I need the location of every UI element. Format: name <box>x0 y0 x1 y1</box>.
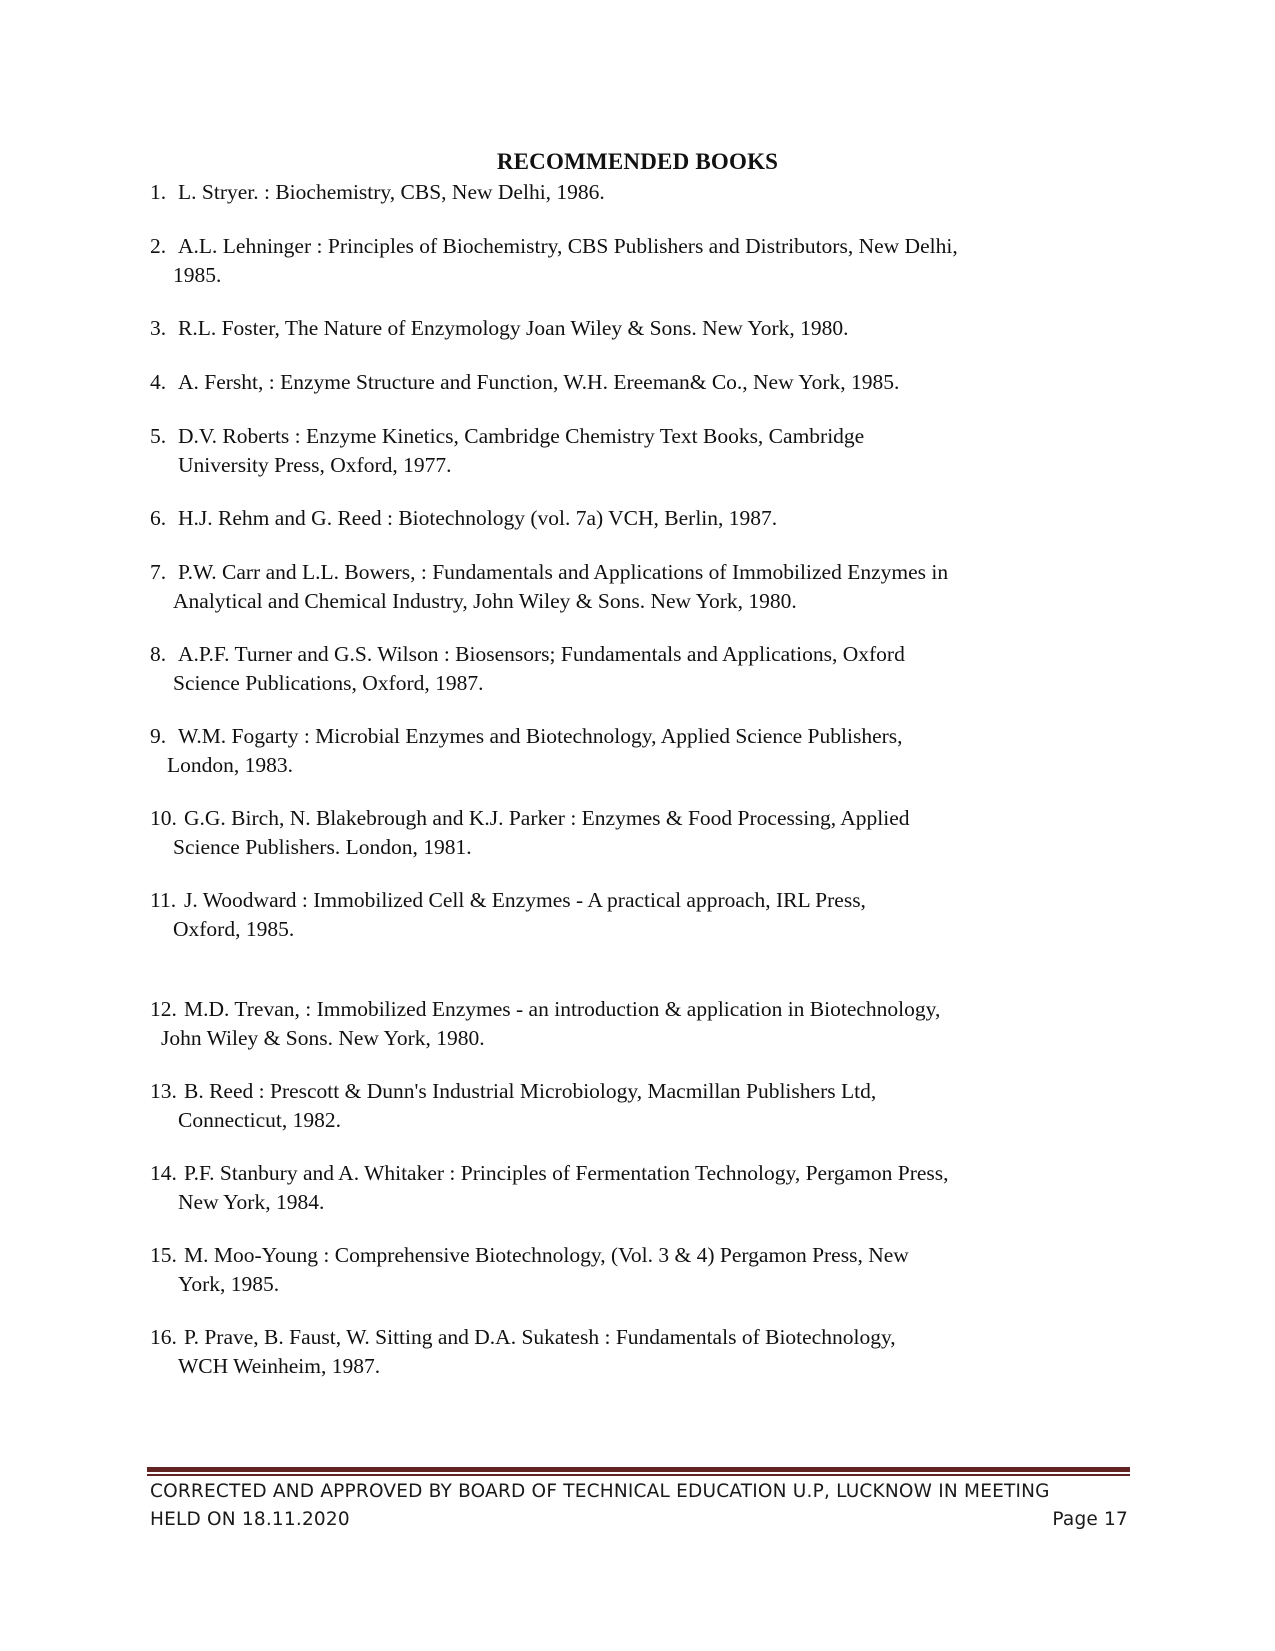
item-text: G.G. Birch, N. Blakebrough and K.J. Parker : Enzymes & Food Processing, Applied <box>184 806 910 830</box>
item-text-continued: Analytical and Chemical Industry, John Wiley & Sons. New York, 1980. <box>173 588 797 613</box>
list-item <box>150 314 1130 343</box>
item-text: A.L. Lehninger : Principles of Biochemistry, CBS Publishers and Distributors, New Delhi, <box>178 234 958 258</box>
item-text: M. Moo-Young : Comprehensive Biotechnology, (Vol. 3 & 4) Pergamon Press, New <box>184 1243 909 1267</box>
item-number: 11. <box>150 888 177 912</box>
item-text: P.W. Carr and L.L. Bowers, : Fundamentals and Applications of Immobilized Enzymes in <box>178 560 949 584</box>
list-item <box>150 640 1130 697</box>
list-item <box>150 1077 1130 1134</box>
item-number: 3. <box>150 316 167 340</box>
item-number: 15. <box>150 1243 177 1267</box>
list-item <box>150 504 1130 533</box>
item-number: 12. <box>150 997 177 1021</box>
page-title: RECOMMENDED BOOKS <box>496 149 779 174</box>
item-text-continued: University Press, Oxford, 1977. <box>178 452 452 477</box>
item-number: 14. <box>150 1161 177 1185</box>
footer-approval-line: CORRECTED AND APPROVED BY BOARD OF TECHNICAL EDUCATION U.P, LUCKNOW IN MEETING <box>150 1481 1050 1502</box>
list-item <box>150 558 1130 615</box>
item-number: 10. <box>150 806 177 830</box>
list-item <box>150 722 1130 779</box>
item-text: R.L. Foster, The Nature of Enzymology Joan Wiley & Sons. New York, 1980. <box>178 316 849 340</box>
item-text: W.M. Fogarty : Microbial Enzymes and Biotechnology, Applied Science Publishers, <box>178 724 903 748</box>
page-number: Page 17 <box>1052 1509 1128 1530</box>
item-text: J. Woodward : Immobilized Cell & Enzymes - A practical approach, IRL Press, <box>184 888 866 912</box>
list-item <box>150 422 1130 479</box>
item-text-continued: Connecticut, 1982. <box>178 1107 342 1132</box>
item-text: L. Stryer. : Biochemistry, CBS, New Delhi, 1986. <box>178 180 605 204</box>
item-text: H.J. Rehm and G. Reed : Biotechnology (vol. 7a) VCH, Berlin, 1987. <box>178 506 778 530</box>
item-text: A.P.F. Turner and G.S. Wilson : Biosensors; Fundamentals and Applications, Oxford <box>178 642 905 666</box>
list-item <box>150 804 1130 861</box>
list-item <box>150 995 1130 1052</box>
item-text: P.F. Stanbury and A. Whitaker : Principles of Fermentation Technology, Pergamon Press, <box>184 1161 949 1185</box>
item-number: 4. <box>150 370 167 394</box>
item-number: 16. <box>150 1325 177 1349</box>
item-text-continued: Oxford, 1985. <box>173 916 295 941</box>
list-item <box>150 886 1130 943</box>
item-number: 1. <box>150 180 167 204</box>
item-text-continued: London, 1983. <box>167 752 294 777</box>
item-text-continued: John Wiley & Sons. New York, 1980. <box>161 1025 485 1050</box>
list-item <box>150 178 1130 207</box>
footer-date-line: HELD ON 18.11.2020 <box>150 1509 350 1530</box>
item-text-continued: New York, 1984. <box>178 1189 325 1214</box>
item-text-continued: 1985. <box>173 262 222 287</box>
item-text: B. Reed : Prescott & Dunn's Industrial Microbiology, Macmillan Publishers Ltd, <box>184 1079 877 1103</box>
item-text-continued: WCH Weinheim, 1987. <box>178 1353 381 1378</box>
item-number: 2. <box>150 234 167 258</box>
page-footer <box>150 1478 1128 1534</box>
item-number: 7. <box>150 560 167 584</box>
item-text: A. Fersht, : Enzyme Structure and Function, W.H. Ereeman& Co., New York, 1985. <box>178 370 900 394</box>
item-text: D.V. Roberts : Enzyme Kinetics, Cambridge Chemistry Text Books, Cambridge <box>178 424 865 448</box>
item-number: 6. <box>150 506 167 530</box>
item-text-continued: Science Publishers. London, 1981. <box>173 834 472 859</box>
item-text-continued: York, 1985. <box>178 1271 280 1296</box>
footer-divider-thick <box>147 1467 1130 1472</box>
item-text: M.D. Trevan, : Immobilized Enzymes - an introduction & application in Biotechnology, <box>184 997 941 1021</box>
list-item <box>150 1323 1130 1380</box>
list-item <box>150 1159 1130 1216</box>
item-text-continued: Science Publications, Oxford, 1987. <box>173 670 484 695</box>
item-number: 13. <box>150 1079 177 1103</box>
item-number: 8. <box>150 642 167 666</box>
item-number: 9. <box>150 724 167 748</box>
item-text: P. Prave, B. Faust, W. Sitting and D.A. Sukatesh : Fundamentals of Biotechnology, <box>184 1325 896 1349</box>
list-item <box>150 1241 1130 1298</box>
list-item <box>150 368 1130 397</box>
list-item <box>150 232 1130 289</box>
item-number: 5. <box>150 424 167 448</box>
footer-divider-thin <box>147 1474 1130 1476</box>
